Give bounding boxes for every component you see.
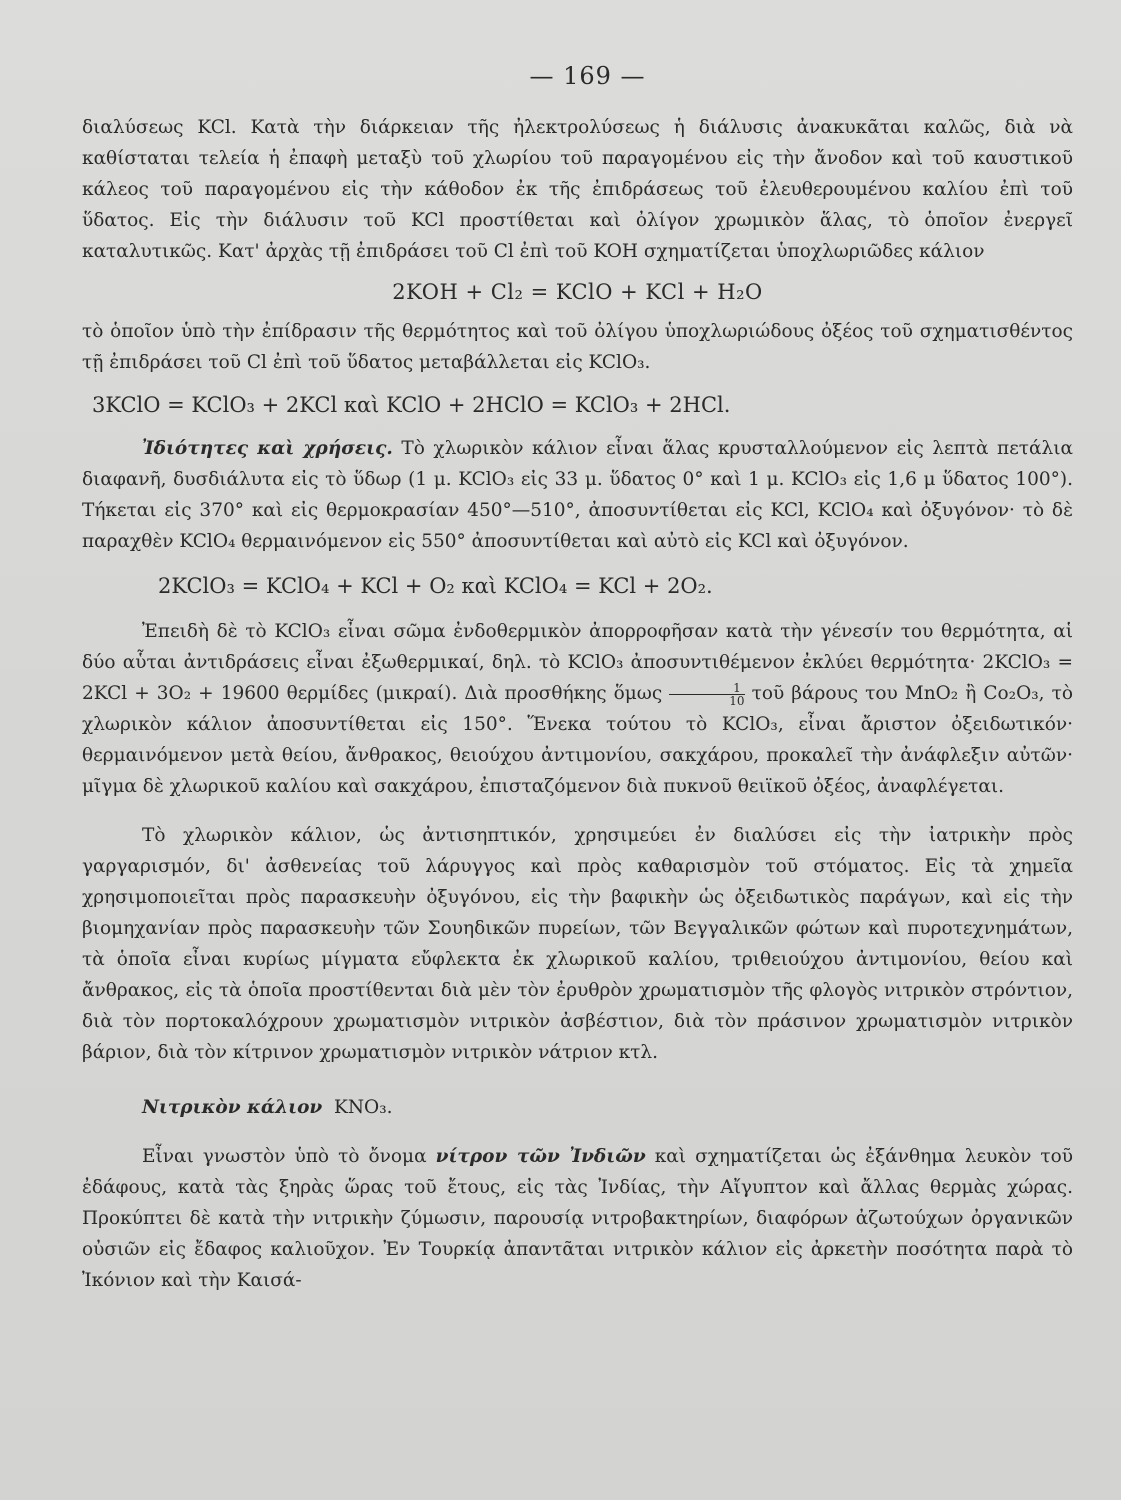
equation-decomposition: 2KClO₃ = KClO₄ + KCl + O₂ καὶ KClO₄ = KCl + 2O₂. [158,574,713,598]
paragraph-conversion: τὸ ὁποῖον ὑπὸ τὴν ἐπίδρασιν τῆς θερμότητος καὶ τοῦ ὀλίγου ὑποχλωριώδους ὀξέος τοῦ σχηματισθέντος τῇ ἐπιδράσει τοῦ Cl ἐπὶ τοῦ ὕδατος μεταβάλλεται εἰς KClO₃. [82,321,1073,373]
endothermic-text-a: Ἐπειδὴ δὲ τὸ KClO₃ εἶναι σῶμα ἐνδοθερμικὸν ἀπορροφῆσαν κατὰ τὴν γένεσίν του θερμότητα, αἱ δύο αὗται ἀντιδράσεις εἶναι ἐξωθερμικαί, δηλ. τὸ KClO₃ ἀποσυντιθέμενον ἐκλύει θερμότητα· 2KClO₃ = 2KCl + 3O₂ + 19600 θερμίδες (μικραί). Διὰ προσθήκης ὅμως [82,621,1073,704]
nitre-italic-name: νίτρον τῶν Ἰνδιῶν [435,1146,646,1167]
fraction-numerator: 1 [669,682,744,695]
section-title: Νιτρικὸν κάλιον [142,1097,323,1118]
section-formula: KNO₃. [334,1097,393,1118]
paragraph-nitre [82,1141,1073,1296]
paragraph-endothermic [82,616,1073,802]
paragraph-electrolysis: διαλύσεως KCl. Κατὰ τὴν διάρκειαν τῆς ἠλεκτρολύσεως ἡ διάλυσις ἀνακυκᾶται καλῶς, διὰ νὰ καθίσταται τελεία ἡ ἐπαφὴ μεταξὺ τοῦ χλωρίου τοῦ παραγομένου εἰς τὴν ἄνοδον καὶ τοῦ καυστικοῦ κάλεος τοῦ παραγομένου εἰς τὴν κάθοδον ἐκ τῆς ἐπιδράσεως τοῦ ἐλευθερουμένου καλίου ἐπὶ τοῦ ὕδατος. Εἰς τὴν διάλυσιν τοῦ KCl προστίθεται καὶ ὀλίγον χρωμικὸν ἅλας, τὸ ὁποῖον ἐνεργεῖ καταλυτικῶς. Κατ' ἀρχὰς τῇ ἐπιδράσει τοῦ Cl ἐπὶ τοῦ KOH σχηματίζεται ὑποχλωριῶδες κάλιον [82,117,1073,262]
equation-chlorate: 3KClO = KClO₃ + 2KCl καὶ KClO + 2HClO = KClO₃ + 2HCl. [92,393,731,417]
paragraph-properties [82,433,1073,557]
equation-hypochlorite: 2KOH + Cl₂ = KClO + KCl + H₂O [392,280,763,304]
nitre-text-a: Εἶναι γνωστὸν ὑπὸ τὸ ὄνομα [142,1146,436,1167]
paragraph-uses: Τὸ χλωρικὸν κάλιον, ὡς ἀντισηπτικόν, χρησιμεύει ἐν διαλύσει εἰς τὴν ἰατρικὴν πρὸς γαργαρισμόν, δι' ἀσθενείας τοῦ λάρυγγος καὶ πρὸς καθαρισμὸν τοῦ στόματος. Εἰς τὰ χημεῖα χρησιμοποιεῖται πρὸς παρασκευὴν ὀξυγόνου, εἰς τὴν βαφικὴν ὡς ὀξειδωτικὸς παράγων, καὶ εἰς τὴν βιομηχανίαν πρὸς παρασκευὴν τῶν Σουηδικῶν πυρείων, τῶν Βεγγαλικῶν φώτων καὶ πυροτεχνημάτων, τὰ ὁποῖα εἶναι κυρίως μίγματα εὔφλεκτα ἐκ χλωρικοῦ καλίου, τριθειούχου ἀντιμονίου, θείου καὶ ἄνθρακος, εἰς τὰ ὁποῖα προστίθενται διὰ μὲν τὸν ἐρυθρὸν χρωματισμὸν τῆς φλογὸς νιτρικὸν στρόντιον, διὰ τὸν πορτοκαλόχρουν χρωματισμὸν νιτρικὸν ἀσβέστιον, διὰ τὸν πράσινον χρωματισμὸν νιτρικὸν βάριον, διὰ τὸν κίτρινον χρωματισμὸν νιτρικὸν νάτριον κτλ. [82,825,1073,1063]
fraction-one-tenth [669,682,744,707]
page-number: — 169 — [529,62,646,90]
endothermic-text-b: τοῦ βάρους του MnO₂ ἢ Co₂O₃, τὸ χλωρικὸν κάλιον ἀποσυντίθεται εἰς 150°. Ἕνεκα τούτου τὸ KClO₃, εἶναι ἄριστον ὀξειδωτικόν· θερμαινόμενον μετὰ θείου, ἄνθρακος, θειούχου ἀντιμονίου, σακχάρου, προκαλεῖ τὴν ἀνάφλεξιν αὐτῶν· μῖγμα δὲ χλωρικοῦ καλίου καὶ σακχάρου, ἐπισταζόμενον διὰ πυκνοῦ θειϊκοῦ ὀξέος, ἀναφλέγεται. [82,683,1073,797]
properties-text: Τὸ χλωρικὸν κάλιον εἶναι ἅλας κρυσταλλούμενον εἰς λεπτὰ πετάλια διαφανῆ, δυσδιάλυτα εἰς τὸ ὕδωρ (1 μ. KClO₃ εἰς 33 μ. ὕδατος 0° καὶ 1 μ. KClO₃ εἰς 1,6 μ ὕδατος 100°). Τήκεται εἰς 370° καὶ εἰς θερμοκρασίαν 450°—510°, ἀποσυντίθεται εἰς KCl, KClO₄ καὶ ὀξυγόνον· τὸ δὲ παραχθὲν KClO₄ θερμαινόμενον εἰς 550° ἀποσυντίθεται καὶ αὐτὸ εἰς KCl καὶ ὀξυγόνον. [82,438,1073,552]
fraction-denominator: 10 [729,693,745,708]
properties-heading: Ἰδιότητες καὶ χρήσεις. [142,438,393,459]
nitre-text-b: καὶ σχηματίζεται ὡς ἐξάνθημα λευκὸν τοῦ ἐδάφους, κατὰ τὰς ξηρὰς ὥρας τοῦ ἔτους, εἰς τὰς Ἰνδίας, τὴν Αἴγυπτον καὶ ἄλλας θερμὰς χώρας. Προκύπτει δὲ κατὰ τὴν νιτρικὴν ζύμωσιν, παρουσίᾳ νιτροβακτηρίων, διαφόρων ἀζωτούχων ὀργανικῶν οὐσιῶν εἰς ἔδαφος καλιοῦχον. Ἐν Τουρκίᾳ ἀπαντᾶται νιτρικὸν κάλιον εἰς ἀρκετὴν ποσότητα παρὰ τὸ Ἰκόνιον καὶ τὴν Καισά- [82,1146,1073,1291]
section-heading-potassium-nitrate [82,1092,1073,1123]
